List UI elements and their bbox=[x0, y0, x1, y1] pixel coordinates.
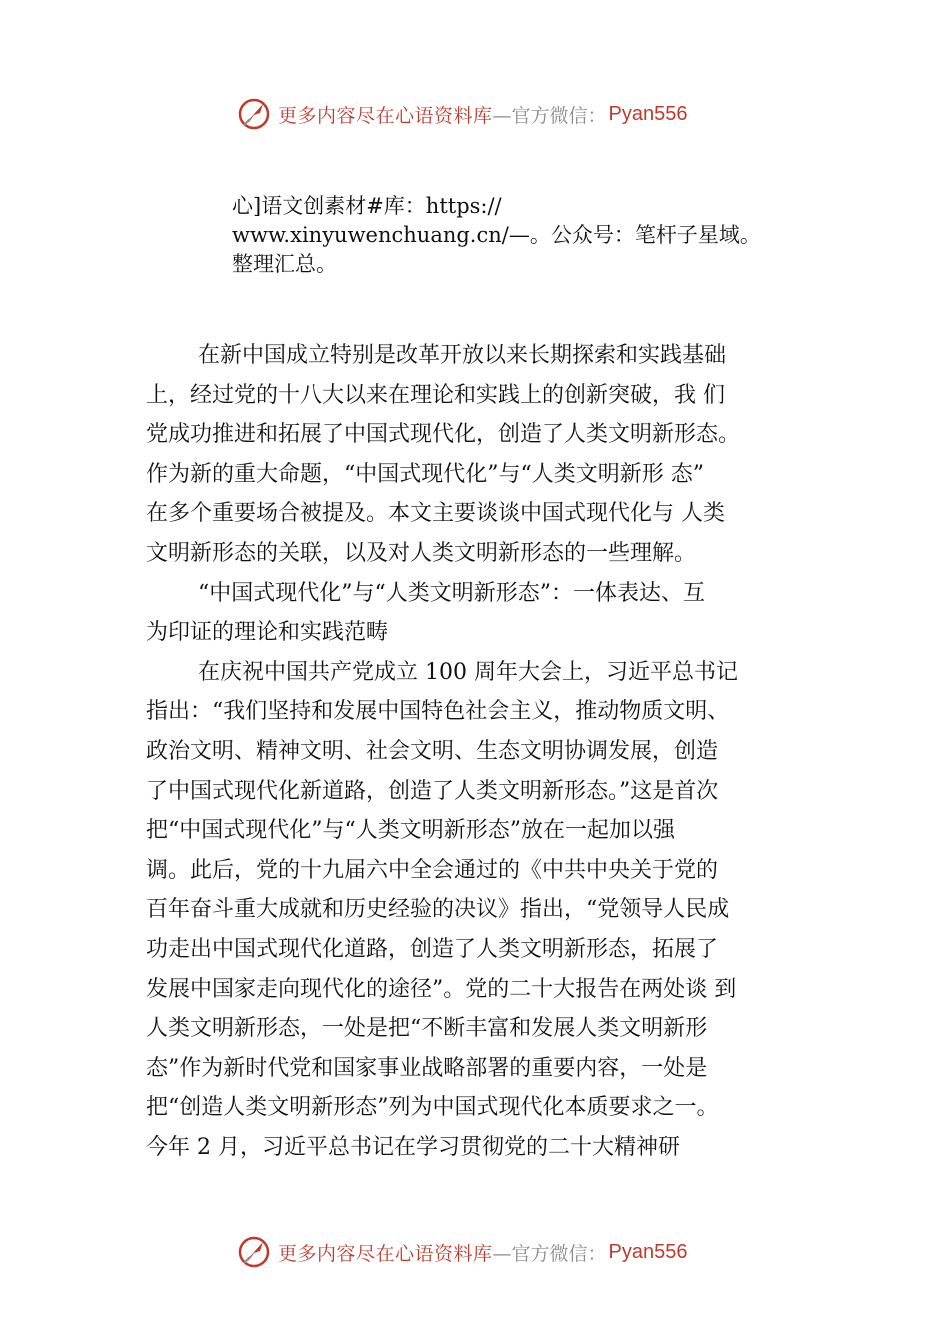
watermark-text: 更多内容尽在心语资料库 bbox=[278, 1242, 493, 1265]
article-body bbox=[146, 336, 836, 1167]
watermark-separator: —官方微信： bbox=[492, 1242, 607, 1265]
paragraph-line: 指出：“我们坚持和发展中国特色社会主义，推动物质文明、 bbox=[146, 699, 730, 725]
paragraph-line: 百年奋斗重大成就和历史经验的决议》指出，“党领导人民成 bbox=[146, 897, 730, 923]
section-heading-line: “中国式现代化”与“人类文明新形态”：一体表达、互 bbox=[198, 580, 705, 606]
paragraph-line: 发展中国家走向现代化的途径”。党的二十大报告在两处谈 到 bbox=[146, 976, 737, 1002]
watermark-separator: —官方微信： bbox=[492, 104, 607, 127]
section-heading-line: 为印证的理论和实践范畴 bbox=[146, 620, 389, 646]
watermark-wechat-id: Pyan556 bbox=[608, 102, 688, 125]
paragraph-line: 态”作为新时代党和国家事业战略部署的重要内容，一处是 bbox=[146, 1055, 708, 1081]
header-watermark bbox=[236, 96, 756, 132]
paragraph-line: 把“中国式现代化”与“人类文明新形态”放在一起加以强 bbox=[146, 818, 675, 844]
quill-logo-icon bbox=[236, 1234, 272, 1270]
paragraph-line: 把“创造人类文明新形态”列为中国式现代化本质要求之一。 bbox=[146, 1095, 719, 1121]
paragraph-line: 政治文明、精神文明、社会文明、生态文明协调发展，创造 bbox=[146, 738, 719, 764]
quill-logo-icon bbox=[236, 96, 272, 132]
paragraph-line: 在新中国成立特别是改革开放以来长期探索和实践基础 bbox=[198, 343, 727, 368]
paragraph-line: 在庆祝中国共产党成立 100 周年大会上，习近平总书记 bbox=[198, 659, 738, 685]
source-note-line: 整理汇总。 bbox=[232, 252, 337, 276]
paragraph-line: 文明新形态的关联，以及对人类文明新形态的一些理解。 bbox=[146, 540, 697, 566]
paragraph-line: 作为新的重大命题，“中国式现代化”与“人类文明新形 态” bbox=[146, 461, 704, 487]
watermark-wechat-id: Pyan556 bbox=[608, 1240, 688, 1263]
paragraph-line: 功走出中国式现代化道路，创造了人类文明新形态，拓展了 bbox=[146, 936, 719, 962]
source-note bbox=[232, 192, 852, 279]
footer-watermark bbox=[236, 1234, 756, 1270]
paragraph-line: 今年 2 月，习近平总书记在学习贯彻党的二十大精神研 bbox=[146, 1134, 680, 1160]
paragraph-line: 上，经过党的十八大以来在理论和实践上的创新突破，我 们 bbox=[146, 382, 725, 408]
watermark-text: 更多内容尽在心语资料库 bbox=[278, 104, 493, 127]
paragraph-line: 了中国式现代化新道路，创造了人类文明新形态。”这是首次 bbox=[146, 778, 719, 804]
paragraph-line: 党成功推进和拓展了中国式现代化，创造了人类文明新形态。 bbox=[146, 422, 741, 448]
paragraph-line: 在多个重要场合被提及。本文主要谈谈中国式现代化与 人类 bbox=[146, 501, 725, 527]
paragraph-line: 人类文明新形态，一处是把“不断丰富和发展人类文明新形 bbox=[146, 1016, 708, 1042]
source-note-line: www.xinyuwenchuang.cn/—。公众号：笔杆子星域。 bbox=[232, 223, 761, 247]
paragraph-line: 调。此后，党的十九届六中全会通过的《中共中央关于党的 bbox=[146, 857, 719, 883]
source-note-line: 心]语文创素材#库：https:// bbox=[232, 194, 502, 218]
